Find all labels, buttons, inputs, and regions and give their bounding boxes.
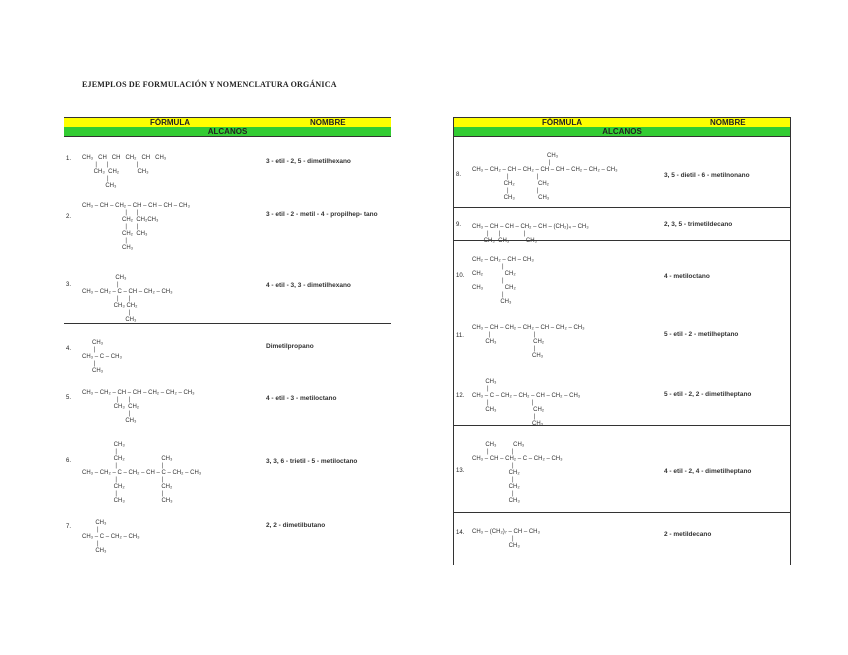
structural-formula (82, 506, 140, 569)
nombre-header: NOMBRE (310, 118, 346, 127)
compound-name: 2, 2 - dimetilbutano (266, 522, 326, 529)
compound-name: 4 - etil - 3, 3 - dimetilhexano (266, 282, 351, 289)
row-number: 3. (66, 282, 72, 288)
group-header: ALCANOS (454, 127, 790, 137)
formula-line: | (472, 160, 551, 166)
formula-line: CH₃ CH₃ CH₃ (472, 238, 538, 244)
row-number: 2. (66, 214, 72, 220)
compound-name: 5 - etil - 2 - metilheptano (664, 331, 739, 338)
formula-line: CH₃ – CH₂ – CH – CH₂ – CH – CH – CH₂ – CH₂ – CH₃ (472, 167, 618, 173)
compound-row (454, 137, 790, 207)
formula-line: CH₂ CH₂ (472, 181, 550, 187)
formula-header: FÓRMULA (542, 118, 582, 127)
formula-line: CH₃ (82, 418, 137, 424)
compound-name: 3 - etil - 2, 5 - dimetilhexano (266, 158, 351, 165)
formula-line: CH₃ – C – CH₂ – CH₃ (82, 534, 140, 540)
compound-name: 2, 3, 5 - trimetildecano (664, 221, 733, 228)
row-number: 12. (456, 393, 465, 399)
formula-line: | | (82, 491, 164, 497)
formula-line: | | (82, 397, 131, 403)
formula-line: CH₃ (472, 498, 520, 504)
formula-line: | | (82, 463, 164, 469)
formula-line: CH₂ CH₃ (82, 456, 173, 462)
formula-line: CH₃ – C – CH₂ – CH₂ – CH – CH₂ – CH₃ (472, 393, 581, 399)
row-number: 7. (66, 524, 72, 530)
right-table (453, 117, 791, 565)
formula-line: | (472, 536, 514, 542)
compound-name: 3 - etil - 2 - metil - 4 - propilhep- tano (266, 211, 378, 218)
formula-line: | | | (82, 162, 139, 168)
row-number: 13. (456, 468, 465, 474)
formula-line: | | (82, 224, 139, 230)
formula-line: | | (472, 400, 534, 406)
formula-line: CH₃ (472, 153, 559, 159)
nombre-header: NOMBRE (710, 118, 746, 127)
row-number: 4. (66, 346, 72, 352)
structural-formula (472, 515, 540, 564)
formula-line: CH₃ – CH – CH₂ – C – CH₂ – CH₃ (472, 456, 563, 462)
formula-line: CH₃ (82, 368, 104, 374)
formula-line: CH₂ CH₂ (82, 484, 173, 490)
formula-line: CH₂ CH₂ (472, 271, 516, 277)
formula-line: | (82, 176, 109, 182)
formula-line: CH₂ CH₃ (82, 231, 148, 237)
formula-line: | | (472, 174, 539, 180)
formula-line: CH₂ (472, 470, 520, 476)
row-number: 5. (66, 395, 72, 401)
formula-line: | | (82, 296, 131, 302)
formula-line: CH₃ (472, 353, 544, 359)
formula-line: | (472, 386, 489, 392)
row-number: 6. (66, 458, 72, 464)
formula-line: | (472, 346, 536, 352)
compound-row (454, 307, 790, 359)
header-row (454, 117, 790, 127)
formula-line: CH₂ CH₂CH₃ (82, 217, 159, 223)
formula-line: CH₃ (82, 442, 125, 448)
compound-row (454, 359, 790, 425)
formula-line: | (472, 477, 514, 483)
formula-line: CH₃ – (CH₂)₇ – CH – CH₃ (472, 529, 540, 535)
formula-line: | | (82, 210, 139, 216)
compound-row (64, 249, 391, 323)
row-number: 11. (456, 333, 464, 339)
formula-line: CH₃ CH₂ (472, 285, 516, 291)
header-row (64, 117, 391, 127)
compound-row (64, 185, 391, 249)
formula-line: CH₃ (472, 299, 512, 305)
formula-line: | (82, 238, 127, 244)
formula-line: CH₃ CH₃ (472, 195, 550, 201)
compound-row (64, 420, 391, 502)
formula-line: CH₂ – CH₂ – CH – CH₃ (472, 257, 534, 263)
structural-formula (472, 139, 618, 216)
formula-line: CH₃ (472, 379, 497, 385)
compound-name: 4 - metiloctano (664, 273, 710, 280)
formula-line: CH₂ (472, 484, 520, 490)
row-number: 9. (456, 222, 462, 228)
formula-line: | (472, 292, 504, 298)
formula-line: CH₃ (82, 340, 104, 346)
left-table (64, 117, 391, 557)
formula-line: CH₃ CH₂ (472, 339, 545, 345)
formula-line: | (82, 361, 96, 367)
formula-line: CH₃ – CH – CH – CH₂ – CH – (CH₂)₄ – CH₃ (472, 224, 589, 230)
formula-line: | (82, 282, 119, 288)
formula-line: CH₃ CH CH CH₂ CH CH₃ (82, 155, 167, 161)
formula-line: | | (82, 477, 164, 483)
formula-line: | (472, 278, 504, 284)
compound-row (64, 137, 391, 189)
group-header: ALCANOS (64, 127, 391, 137)
compound-row (64, 370, 391, 424)
formula-line: CH₃ CH₂ CH₃ (82, 169, 149, 175)
row-number: 14. (456, 530, 465, 536)
compound-name: 3, 5 - dietil - 6 - metilnonano (664, 172, 750, 179)
formula-line: | | (472, 332, 536, 338)
formula-line: CH₃ (82, 548, 107, 554)
formula-line: CH₃ CH₂ (82, 404, 140, 410)
compound-row (64, 323, 391, 374)
formula-line: | (82, 527, 99, 533)
formula-line: CH₃ (82, 317, 137, 323)
formula-line: | | | (472, 231, 526, 237)
compound-name: 5 - etil - 2, 2 - dimetilheptano (664, 391, 752, 398)
formula-line: | (82, 411, 131, 417)
compound-name: 2 - metildecano (664, 531, 712, 538)
compound-row (64, 502, 391, 552)
formula-line: CH₃ CH₂ (472, 407, 545, 413)
formula-line: CH₃ – CH – CH₂ – CH – CH – CH – CH₃ (82, 203, 190, 209)
formula-line: | (82, 541, 99, 547)
compound-name: Dimetilpropano (266, 343, 314, 350)
formula-header: FÓRMULA (150, 118, 190, 127)
formula-line: | (472, 264, 504, 270)
document-title: EJEMPLOS DE FORMULACIÓN Y NOMENCLATURA ORGÁNICA (82, 80, 337, 89)
compound-name: 3, 3, 6 - trietil - 5 - metiloctano (266, 458, 358, 465)
formula-line: CH₃ (472, 421, 544, 427)
formula-line: | (472, 491, 514, 497)
formula-line: CH₃ – CH₂ – CH – CH – CH₂ – CH₂ – CH₃ (82, 390, 195, 396)
formula-line: CH₃ – CH₂ – C – CH – CH₂ – CH₃ (82, 289, 173, 295)
compound-row (454, 512, 790, 549)
formula-line: CH₃ (82, 183, 117, 189)
compound-row (454, 207, 790, 244)
formula-line: | (472, 463, 514, 469)
formula-line: CH₃ CH₂ (82, 303, 138, 309)
structural-formula (472, 428, 563, 519)
formula-line: CH₃ (472, 543, 520, 549)
compound-row (454, 425, 790, 512)
formula-line: CH₃ (82, 245, 134, 251)
formula-line: CH₃ (82, 520, 107, 526)
row-number: 10. (456, 273, 465, 279)
formula-line: CH₃ CH₃ (82, 498, 173, 504)
formula-line: | | (472, 188, 539, 194)
formula-line: | (82, 347, 96, 353)
compound-name: 4 - etil - 3 - metiloctano (266, 395, 337, 402)
compound-name: 4 - etil - 2, 4 - dimetilheptano (664, 468, 752, 475)
formula-line: CH₃ CH₃ (472, 442, 525, 448)
row-number: 1. (66, 156, 72, 162)
compound-row (454, 240, 790, 307)
formula-line: | (82, 310, 131, 316)
formula-line: | (82, 449, 117, 455)
formula-line: CH₃ – C – CH₃ (82, 354, 122, 360)
formula-line: | | (472, 449, 514, 455)
formula-line: CH₃ – CH₂ – C – CH₂ – CH – C – CH₂ – CH₃ (82, 470, 202, 476)
formula-line: CH₃ – CH – CH₂ – CH₂ – CH – CH₂ – CH₃ (472, 325, 585, 331)
formula-line: | (472, 414, 536, 420)
row-number: 8. (456, 172, 462, 178)
formula-line: CH₃ (82, 275, 127, 281)
